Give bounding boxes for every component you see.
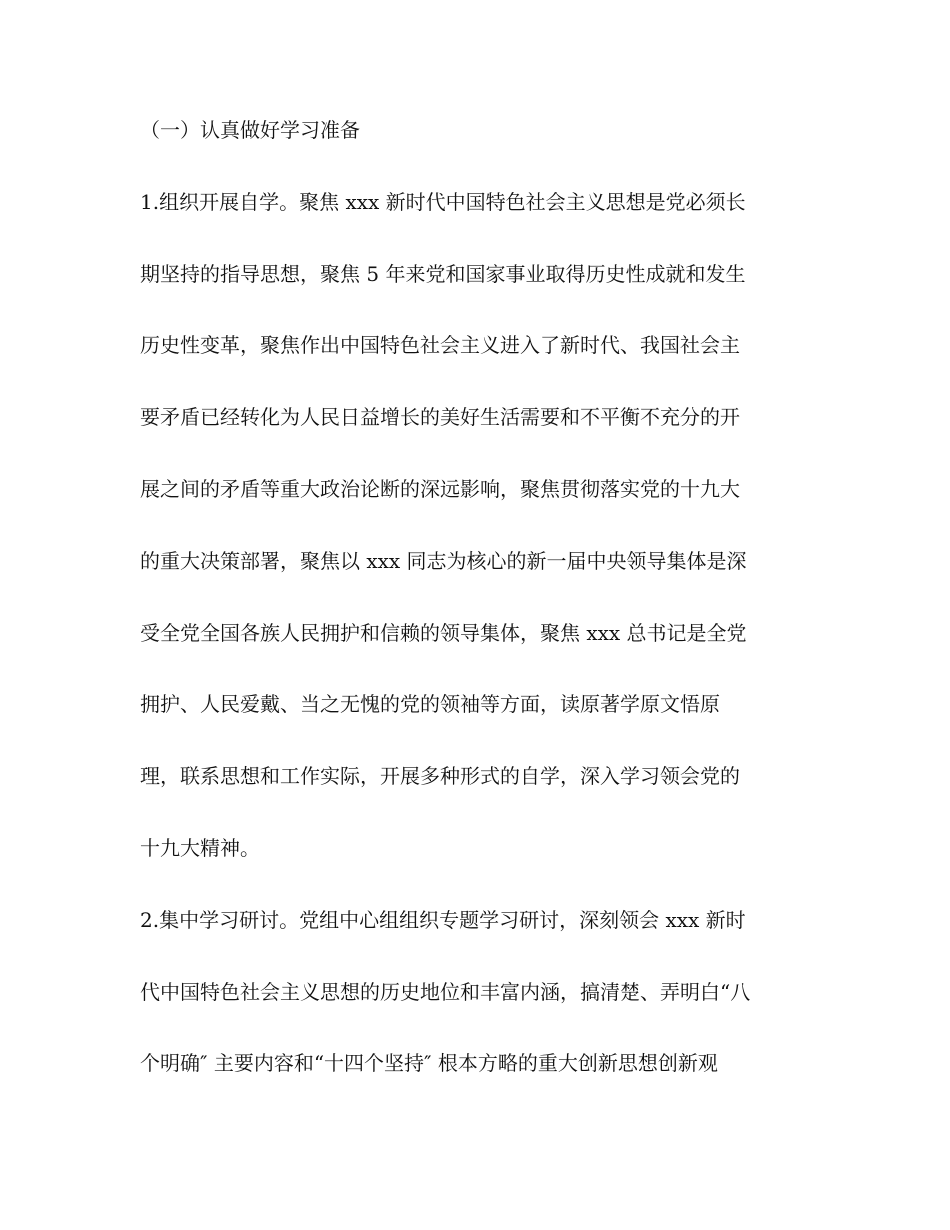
body-line: 受全党全国各族人民拥护和信赖的领导集体，聚焦 xxx 总书记是全党 [140, 620, 747, 645]
body-line: 代中国特色社会主义思想的历史地位和丰富内涵，搞清楚、弄明白“八 [140, 979, 751, 1004]
body-line: 要矛盾已经转化为人民日益增长的美好生活需要和不平衡不充分的开 [140, 405, 740, 430]
body-line: 2.集中学习研讨。党组中心组组织专题学习研讨，深刻领会 xxx 新时 [140, 907, 746, 932]
body-line: 十九大精神。 [140, 835, 260, 860]
section-heading: （一）认真做好学习准备 [140, 118, 360, 142]
body-line: 1.组织开展自学。聚焦 xxx 新时代中国特色社会主义思想是党必须长 [140, 189, 746, 214]
body-line: 个明确″ 主要内容和“十四个坚持″ 根本方略的重大创新思想创新观 [140, 1051, 718, 1076]
body-line: 期坚持的指导思想，聚焦 5 年来党和国家事业取得历史性成就和发生 [140, 261, 746, 286]
document-body [140, 120, 820, 1125]
body-line: 的重大决策部署，聚焦以 xxx 同志为核心的新一届中央领导集体是深 [140, 548, 747, 573]
body-line: 理，联系思想和工作实际，开展多种形式的自学，深入学习领会党的 [140, 764, 740, 789]
body-line: 历史性变革，聚焦作出中国特色社会主义进入了新时代、我国社会主 [140, 333, 740, 358]
body-line: 展之间的矛盾等重大政治论断的深远影响，聚焦贯彻落实党的十九大 [140, 476, 740, 501]
body-line: 拥护、人民爱戴、当之无愧的党的领袖等方面，读原著学原文悟原 [140, 692, 720, 717]
